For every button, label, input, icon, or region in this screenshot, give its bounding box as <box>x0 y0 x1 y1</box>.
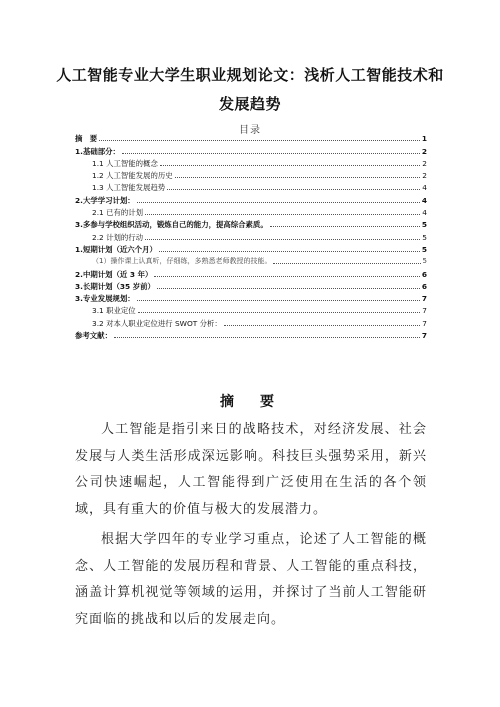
toc-entry-label: 1.1 人工智能的概念 <box>92 158 158 168</box>
toc-entry-label: 摘 要 <box>75 134 98 144</box>
toc-entry-label: 2.1 已有的计划 <box>92 208 144 218</box>
toc-entry-page-number: 2 <box>421 146 427 156</box>
toc-dot-leader <box>224 325 420 326</box>
toc-entry-page-number: 6 <box>421 281 427 291</box>
toc-entry-page-number: 4 <box>422 208 427 218</box>
toc-entry-label: （1）操作课上认真听，仔细练，多熟悉老师教授的技能。 <box>92 257 272 266</box>
toc-entry[interactable] <box>75 205 427 217</box>
toc-entry[interactable] <box>75 131 427 143</box>
toc-entry-label: 1.2 人工智能发展的历史 <box>92 171 173 181</box>
toc-entry-page-number: 7 <box>422 306 427 316</box>
toc-entry-label: 2.2 计划的行动 <box>92 232 144 242</box>
toc-entry[interactable] <box>75 229 427 241</box>
toc-entry[interactable] <box>75 217 427 229</box>
toc-entry-label: 3.2 对本人职业定位进行 SWOT 分析： <box>92 318 222 328</box>
toc-dot-leader <box>99 140 420 141</box>
toc-entry-page-number: 6 <box>421 269 427 279</box>
toc-entry-label: 3.多参与学校组织活动，锻炼自己的能力，提高综合素质。 <box>75 220 268 230</box>
toc-entry-label: 参考文献： <box>75 331 112 341</box>
toc-entry-page-number: 5 <box>421 244 427 254</box>
toc-entry-label: 3.专业发展规划： <box>75 294 135 304</box>
toc-entry-page-number: 7 <box>421 331 427 341</box>
toc-entry-label: 2.大学学习计划： <box>75 195 135 205</box>
toc-entry[interactable] <box>75 143 427 155</box>
abstract-body <box>75 417 427 637</box>
abstract-paragraph: 根据大学四年的专业学习重点，论述了人工智能的概念、人工智能的发展历程和背景、人工智能的重点科技，涵盖计算机视觉等领域的运用，并探讨了当前人工智能研究面临的挑战和以后的发展走向。 <box>75 532 427 627</box>
table-of-contents <box>75 131 427 340</box>
toc-dot-leader <box>167 189 420 190</box>
toc-entry[interactable] <box>75 266 427 278</box>
toc-dot-leader <box>270 226 420 227</box>
toc-entry[interactable] <box>75 279 427 291</box>
toc-entry[interactable] <box>75 254 427 266</box>
abstract-paragraph: 人工智能是指引来日的战略技术，对经济发展、社会发展与人类生活形成深远影响。科技巨头强势采用，新兴公司快速崛起，人工智能得到广泛使用在生活的各个领域，具有重大的价值与极大的发展潜力。 <box>75 422 427 517</box>
toc-entry[interactable] <box>75 303 427 315</box>
toc-entry-page-number: 1 <box>421 134 427 144</box>
toc-entry-label: 3.1 职业定位 <box>92 306 136 316</box>
abstract-heading: 摘 要 <box>220 394 280 410</box>
toc-entry[interactable] <box>75 192 427 204</box>
toc-entry[interactable] <box>75 180 427 192</box>
toc-dot-leader <box>145 214 420 215</box>
toc-entry-page-number: 7 <box>421 294 427 304</box>
toc-entry-page-number: 4 <box>421 195 427 205</box>
toc-entry-label: 3.长期计划（35 岁前） <box>75 281 155 291</box>
toc-entry-page-number: 5 <box>422 257 427 266</box>
toc-heading: 目录 <box>239 125 261 136</box>
toc-dot-leader <box>137 300 420 301</box>
toc-entry[interactable] <box>75 291 427 303</box>
toc-entry-label: 2.中期计划（近 3 年） <box>75 269 153 279</box>
toc-entry[interactable] <box>75 315 427 327</box>
toc-entry[interactable] <box>75 328 427 340</box>
toc-entry-label: 1.基础部分： <box>75 146 120 156</box>
toc-entry-page-number: 2 <box>422 158 427 168</box>
toc-entry-page-number: 4 <box>422 183 427 193</box>
toc-dot-leader <box>122 153 420 154</box>
toc-dot-leader <box>157 288 420 289</box>
toc-entry[interactable] <box>75 168 427 180</box>
toc-dot-leader <box>145 239 420 240</box>
toc-entry-page-number: 5 <box>421 220 427 230</box>
toc-dot-leader <box>138 312 421 313</box>
toc-dot-leader <box>175 177 421 178</box>
toc-dot-leader <box>159 251 420 252</box>
toc-entry-label: 1.3 人工智能发展趋势 <box>92 183 166 193</box>
document-title-line-1: 人工智能专业大学生职业规划论文：浅析人工智能技术和 <box>56 66 444 84</box>
toc-dot-leader <box>160 165 420 166</box>
toc-dot-leader <box>273 263 420 264</box>
toc-entry-page-number: 7 <box>422 318 427 328</box>
toc-entry-page-number: 5 <box>422 232 427 242</box>
document-title-line-2: 发展趋势 <box>218 95 281 113</box>
toc-entry-label: 1.短期计划（近六个月） <box>75 244 157 254</box>
toc-entry-page-number: 2 <box>422 171 427 181</box>
toc-dot-leader <box>137 202 420 203</box>
toc-entry[interactable] <box>75 156 427 168</box>
toc-dot-leader <box>154 276 419 277</box>
toc-dot-leader <box>114 337 420 338</box>
toc-entry[interactable] <box>75 242 427 254</box>
